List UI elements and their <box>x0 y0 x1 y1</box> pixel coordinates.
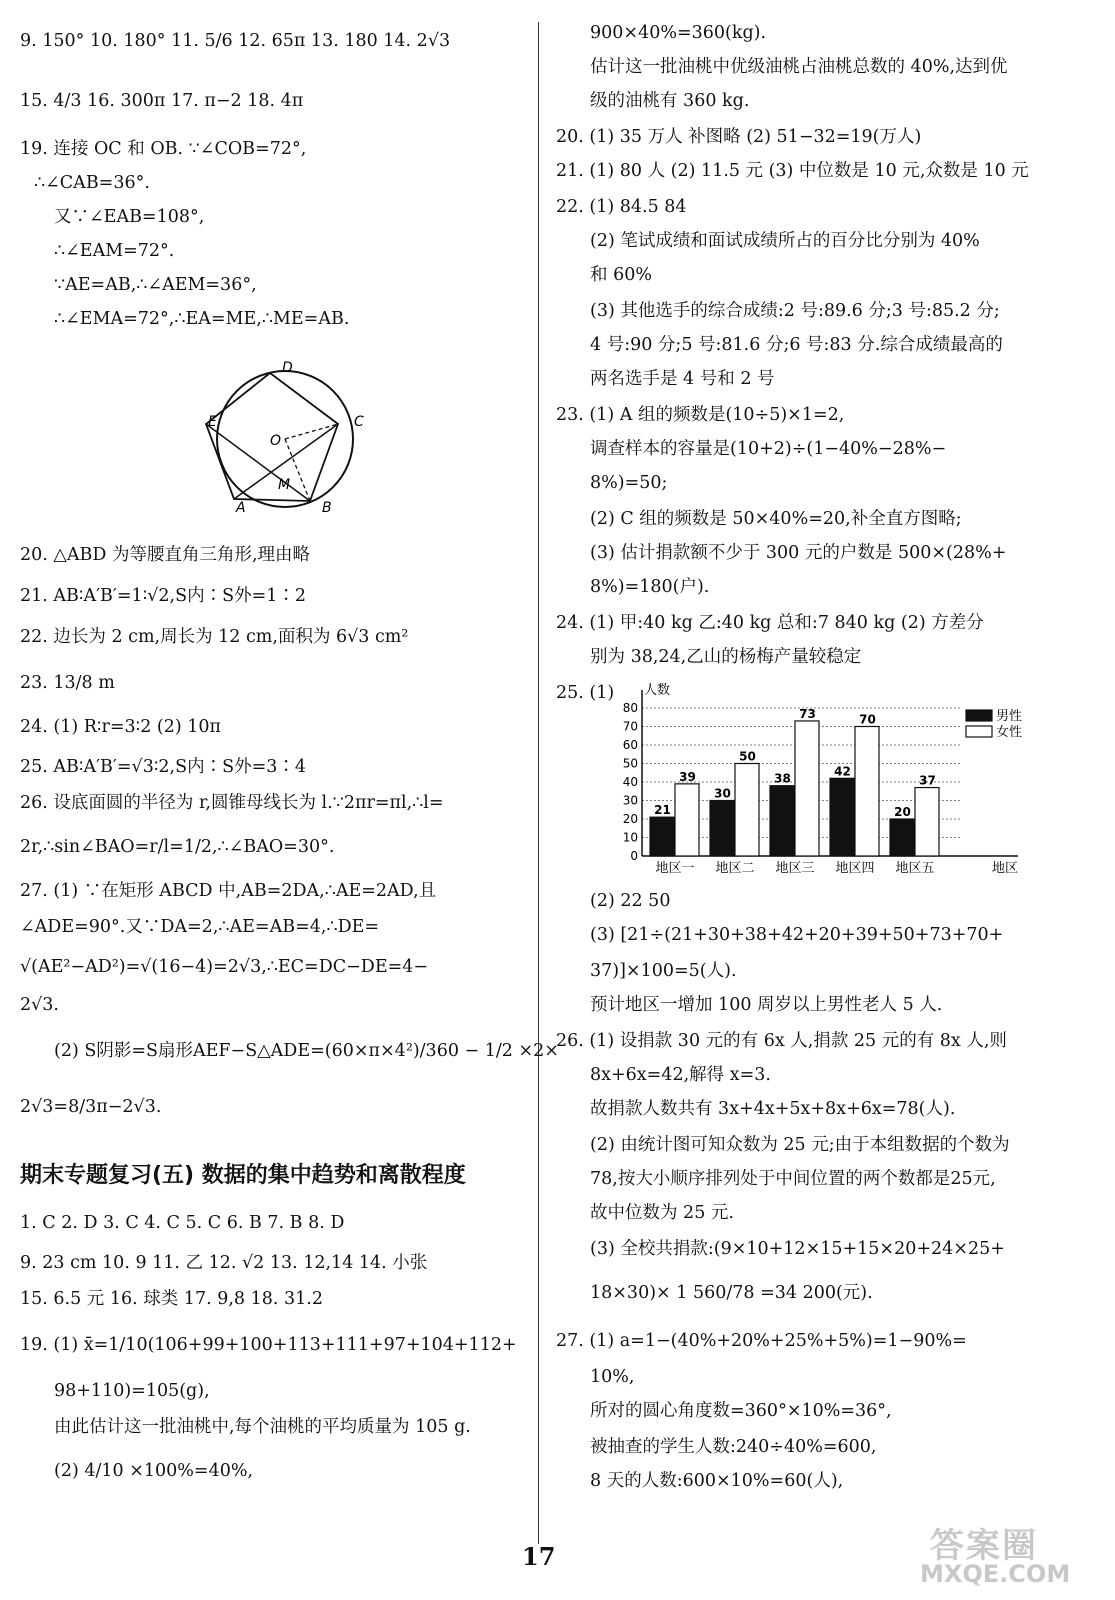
answer-line: 别为 38,24,乙山的杨梅产量较稳定 <box>590 647 862 667</box>
answer-line: 27. (1) a=1−(40%+20%+25%+5%)=1−90%= <box>556 1331 967 1351</box>
label-e: E <box>208 414 217 430</box>
answer-line: 24. (1) 甲:40 kg 乙:40 kg 总和:7 840 kg (2) 方差分 <box>556 613 984 633</box>
y-tick-label: 20 <box>622 812 638 826</box>
answer-line: (3) 全校共捐款:(9×10+12×15+15×20+24×25+ <box>590 1239 1005 1259</box>
label-o: O <box>270 433 282 449</box>
answer-line: 22. (1) 84.5 84 <box>556 197 687 217</box>
answer-line: 预计地区一增加 100 周岁以上男性老人 5 人. <box>590 995 943 1015</box>
answer-line: 级的油桃有 360 kg. <box>590 91 750 111</box>
answer-line: ∵AE=AB,∴∠AEM=36°, <box>54 275 257 295</box>
bar-男性 <box>890 819 914 856</box>
answer-line: 21. (1) 80 人 (2) 11.5 元 (3) 中位数是 10 元,众数是 10 元 <box>556 161 1029 181</box>
data-label: 30 <box>714 786 731 801</box>
answer-line: 2√3=8/3π−2√3. <box>20 1097 162 1117</box>
answer-line: 23. (1) A 组的频数是(10÷5)×1=2, <box>556 405 845 425</box>
answer-line: 8 天的人数:600×10%=60(人), <box>590 1471 844 1491</box>
answer-line: 调查样本的容量是(10+2)÷(1−40%−28%− <box>590 439 947 459</box>
legend-label: 女性 <box>996 725 1023 740</box>
legend-label: 男性 <box>996 709 1023 724</box>
legend-swatch <box>966 726 992 737</box>
answer-line: 被抽查的学生人数:240÷40%=600, <box>590 1437 877 1457</box>
answer-line: (2) S阴影=S扇形AEF−S△ADE=(60×π×4²)/360 − 1/2 ×2× <box>54 1041 559 1061</box>
answer-line: 2√3. <box>20 995 59 1015</box>
bar-女性 <box>735 764 759 857</box>
legend-swatch <box>966 710 992 721</box>
bar-男性 <box>710 801 734 857</box>
answer-line: 1. C 2. D 3. C 4. C 5. C 6. B 7. B 8. D <box>20 1213 345 1233</box>
y-tick-label: 0 <box>630 849 638 863</box>
page-number: 17 <box>522 1542 556 1571</box>
answer-line: 37)]×100=5(人). <box>590 961 737 981</box>
answer-line: 由此估计这一批油桃中,每个油桃的平均质量为 105 g. <box>54 1417 471 1437</box>
answer-line: 22. 边长为 2 cm,周长为 12 cm,面积为 6√3 cm² <box>20 627 409 647</box>
y-tick-label: 40 <box>622 775 638 789</box>
answer-line: 27. (1) ∵在矩形 ABCD 中,AB=2DA,∴AE=2AD,且 <box>20 881 437 901</box>
data-label: 42 <box>834 764 851 779</box>
label-c: C <box>354 414 364 430</box>
data-label: 38 <box>774 771 791 786</box>
y-tick-label: 30 <box>622 793 638 808</box>
data-label: 50 <box>739 749 756 764</box>
y-tick-label: 60 <box>622 738 638 752</box>
bar-男性 <box>650 817 674 856</box>
answer-line: ∴∠EMA=72°,∴EA=ME,∴ME=AB. <box>54 309 350 329</box>
answer-line: (2) 笔试成绩和面试成绩所占的百分比分别为 40% <box>590 231 980 251</box>
answer-line: 故捐款人数共有 3x+4x+5x+8x+6x=78(人). <box>590 1099 956 1119</box>
answer-line: (2) 4/10 ×100%=40%, <box>54 1461 254 1481</box>
pentagon-circle-figure <box>190 356 370 516</box>
data-label: 70 <box>859 712 876 727</box>
answer-line: 25. (1) <box>556 683 615 703</box>
y-tick-label: 50 <box>622 756 638 771</box>
x-tick-label: 地区一 <box>655 861 695 876</box>
answer-line: 98+110)=105(g), <box>54 1381 210 1401</box>
data-label: 37 <box>919 773 936 788</box>
answer-line: 900×40%=360(kg). <box>590 23 767 43</box>
answer-line: 24. (1) R∶r=3∶2 (2) 10π <box>20 717 222 737</box>
answer-line: ∴∠EAM=72°. <box>54 241 175 261</box>
answer-line: 15. 6.5 元 16. 球类 17. 9,8 18. 31.2 <box>20 1289 323 1309</box>
answer-line: 23. 13/8 m <box>20 673 115 693</box>
answer-line: (3) [21÷(21+30+38+42+20+39+50+73+70+ <box>590 925 1004 945</box>
bar-女性 <box>915 788 939 856</box>
answer-line: 8%)=50; <box>590 473 668 493</box>
answer-line: 2r,∴sin∠BAO=r/l=1/2,∴∠BAO=30°. <box>20 837 335 857</box>
answer-line: (3) 估计捐款额不少于 300 元的户数是 500×(28%+ <box>590 543 1007 563</box>
answer-line: 25. AB∶A′B′=√3∶2,S内∶S外=3∶4 <box>20 757 306 777</box>
y-tick-label: 80 <box>622 701 638 715</box>
answer-line: (2) 22 50 <box>590 891 671 911</box>
answer-line: 19. 连接 OC 和 OB. ∵∠COB=72°, <box>20 139 307 159</box>
watermark-logo: 答案圈 <box>930 1526 1038 1566</box>
answer-line: 8%)=180(户). <box>590 577 710 597</box>
answer-line: 和 60% <box>590 265 652 285</box>
label-d: D <box>282 360 293 376</box>
answer-line: 9. 150° 10. 180° 11. 5/6 12. 65π 13. 180 14. 2√3 <box>20 31 451 51</box>
answer-line: 4 号:90 分;5 号:81.6 分;6 号:83 分.综合成绩最高的 <box>590 335 1003 355</box>
answer-line: ∠ADE=90°.又∵DA=2,∴AE=AB=4,∴DE= <box>20 917 380 937</box>
answer-line: 9. 23 cm 10. 9 11. 乙 12. √2 13. 12,14 14. 小张 <box>20 1253 428 1273</box>
answer-line: √(AE²−AD²)=√(16−4)=2√3,∴EC=DC−DE=4− <box>20 957 429 977</box>
bar-女性 <box>675 784 699 856</box>
data-label: 20 <box>894 805 911 819</box>
answer-line: ∴∠CAB=36°. <box>34 173 150 193</box>
data-label: 21 <box>654 803 671 818</box>
y-axis-label: 人数 <box>644 683 671 698</box>
answer-line: 26. (1) 设捐款 30 元的有 6x 人,捐款 25 元的有 8x 人,则 <box>556 1031 1007 1051</box>
answer-line: 故中位数为 25 元. <box>590 1203 734 1223</box>
x-tick-label: 地区五 <box>895 861 935 876</box>
data-label: 73 <box>799 706 816 721</box>
column-divider <box>538 22 539 1544</box>
label-b: B <box>322 500 332 516</box>
answer-line: (2) C 组的频数是 50×40%=20,补全直方图略; <box>590 509 962 529</box>
bar-男性 <box>770 786 794 856</box>
answer-line: 10%, <box>590 1367 635 1387</box>
data-label: 39 <box>679 769 696 784</box>
section-title: 期末专题复习(五) 数据的集中趋势和离散程度 <box>20 1163 466 1188</box>
x-tick-label: 地区二 <box>715 861 755 876</box>
x-tick-label: 地区四 <box>835 861 875 876</box>
x-axis-label: 地区 <box>992 861 1019 876</box>
label-m: M <box>278 477 291 493</box>
answer-line: (2) 由统计图可知众数为 25 元;由于本组数据的个数为 <box>590 1135 1010 1155</box>
bar-女性 <box>795 721 819 856</box>
answer-line: 20. △ABD 为等腰直角三角形,理由略 <box>20 545 311 565</box>
x-tick-label: 地区三 <box>775 861 815 876</box>
answer-line: 所对的圆心角度数=360°×10%=36°, <box>590 1401 892 1421</box>
answer-line: 两名选手是 4 号和 2 号 <box>590 369 775 389</box>
answer-line: 15. 4/3 16. 300π 17. π−2 18. 4π <box>20 91 304 111</box>
answer-line: 18×30)× 1 560/78 =34 200(元). <box>590 1283 873 1303</box>
answer-line: 20. (1) 35 万人 补图略 (2) 51−32=19(万人) <box>556 127 922 147</box>
label-a: A <box>236 500 246 516</box>
answer-line: 19. (1) x̄=1/10(106+99+100+113+111+97+104+112+ <box>20 1335 517 1355</box>
watermark-url: MXQE.COM <box>920 1560 1071 1588</box>
answer-line: 又∵∠EAB=108°, <box>54 207 205 227</box>
bar-男性 <box>830 778 854 856</box>
bar-chart <box>616 680 1066 880</box>
answer-line: 26. 设底面圆的半径为 r,圆锥母线长为 l.∵2πr=πl,∴l= <box>20 793 444 813</box>
answer-line: 估计这一批油桃中优级油桃占油桃总数的 40%,达到优 <box>590 57 1008 77</box>
bar-女性 <box>855 727 879 857</box>
answer-line: (3) 其他选手的综合成绩:2 号:89.6 分;3 号:85.2 分; <box>590 301 1000 321</box>
answer-line: 78,按大小顺序排列处于中间位置的两个数都是25元, <box>590 1169 996 1189</box>
answer-line: 8x+6x=42,解得 x=3. <box>590 1065 771 1085</box>
y-tick-label: 70 <box>622 719 638 734</box>
answer-line: 21. AB∶A′B′=1∶√2,S内∶S外=1∶2 <box>20 586 306 606</box>
y-tick-label: 10 <box>622 830 638 845</box>
